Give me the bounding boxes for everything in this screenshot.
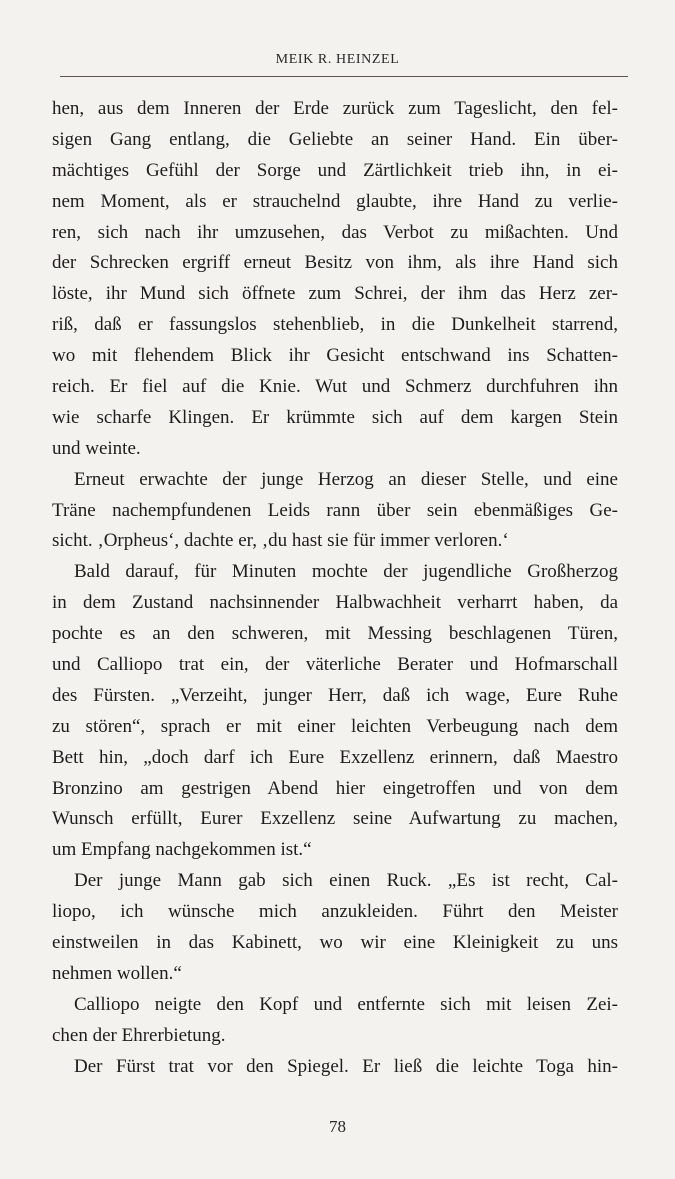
text-line: Träne nachempfundenen Leids rann über sein ebenmäßiges Ge- xyxy=(52,499,618,521)
text-line: einstweilen in das Kabinett, wo wir eine Kleinigkeit zu uns xyxy=(52,932,618,954)
text-line: um Empfang nachgekommen ist.“ xyxy=(52,839,312,861)
text-line: und weinte. xyxy=(52,437,141,459)
text-line: riß, daß er fassungslos stehenblieb, in die Dunkelheit starrend, xyxy=(52,314,618,336)
text-line: und Calliopo trat ein, der väterliche Berater und Hofmarschall xyxy=(52,654,618,676)
header-rule xyxy=(60,76,628,77)
text-line: löste, ihr Mund sich öffnete zum Schrei, der ihm das Herz zer- xyxy=(52,283,618,305)
text-line: in dem Zustand nachsinnender Halbwachheit verharrt haben, da xyxy=(52,592,618,614)
running-header: MEIK R. HEINZEL xyxy=(275,52,400,67)
text-line: Wunsch erfüllt, Eurer Exzellenz seine Aufwartung zu machen, xyxy=(52,808,618,830)
text-line: wie scharfe Klingen. Er krümmte sich auf dem kargen Stein xyxy=(52,406,618,428)
text-line: Bett hin, „doch darf ich Eure Exzellenz erinnern, daß Maestro xyxy=(52,746,618,768)
text-line: nehmen wollen.“ xyxy=(52,962,182,984)
text-line: sigen Gang entlang, die Geliebte an seiner Hand. Ein über- xyxy=(52,128,618,150)
text-line: Bald darauf, für Minuten mochte der jugendliche Großherzog xyxy=(74,561,618,583)
text-line: liopo, ich wünsche mich anzukleiden. Führt den Meister xyxy=(52,901,618,923)
text-line: zu stören“, sprach er mit einer leichten Verbeugung nach dem xyxy=(52,715,618,737)
text-line: Der Fürst trat vor den Spiegel. Er ließ die leichte Toga hin- xyxy=(74,1055,618,1077)
text-line: sicht. ‚Orpheus‘, dachte er, ‚du hast sie für immer verloren.‘ xyxy=(52,530,509,552)
text-line: chen der Ehrerbietung. xyxy=(52,1024,226,1046)
text-line: nem Moment, als er strauchelnd glaubte, ihre Hand zu verlie- xyxy=(52,190,618,212)
text-line: wo mit flehendem Blick ihr Gesicht entschwand ins Schatten- xyxy=(52,345,618,367)
body-text xyxy=(52,94,618,1083)
text-line: Calliopo neigte den Kopf und entfernte sich mit leisen Zei- xyxy=(74,993,618,1015)
text-line: pochte es an den schweren, mit Messing beschlagenen Türen, xyxy=(52,623,618,645)
text-line: Der junge Mann gab sich einen Ruck. „Es ist recht, Cal- xyxy=(74,870,618,892)
text-line: des Fürsten. „Verzeiht, junger Herr, daß ich wage, Eure Ruhe xyxy=(52,684,618,706)
text-line: hen, aus dem Inneren der Erde zurück zum Tageslicht, den fel- xyxy=(52,98,618,119)
text-line: ren, sich nach ihr umzusehen, das Verbot zu mißachten. Und xyxy=(52,221,618,243)
text-line: mächtiges Gefühl der Sorge und Zärtlichkeit trieb ihn, in ei- xyxy=(52,159,618,181)
page-number: 78 xyxy=(329,1117,346,1136)
text-line: der Schrecken ergriff erneut Besitz von ihm, als ihre Hand sich xyxy=(52,252,618,274)
text-line: Erneut erwachte der junge Herzog an dieser Stelle, und eine xyxy=(74,468,618,490)
text-line: Bronzino am gestrigen Abend hier eingetroffen und von dem xyxy=(52,777,618,799)
text-line: reich. Er fiel auf die Knie. Wut und Schmerz durchfuhren ihn xyxy=(52,376,618,398)
